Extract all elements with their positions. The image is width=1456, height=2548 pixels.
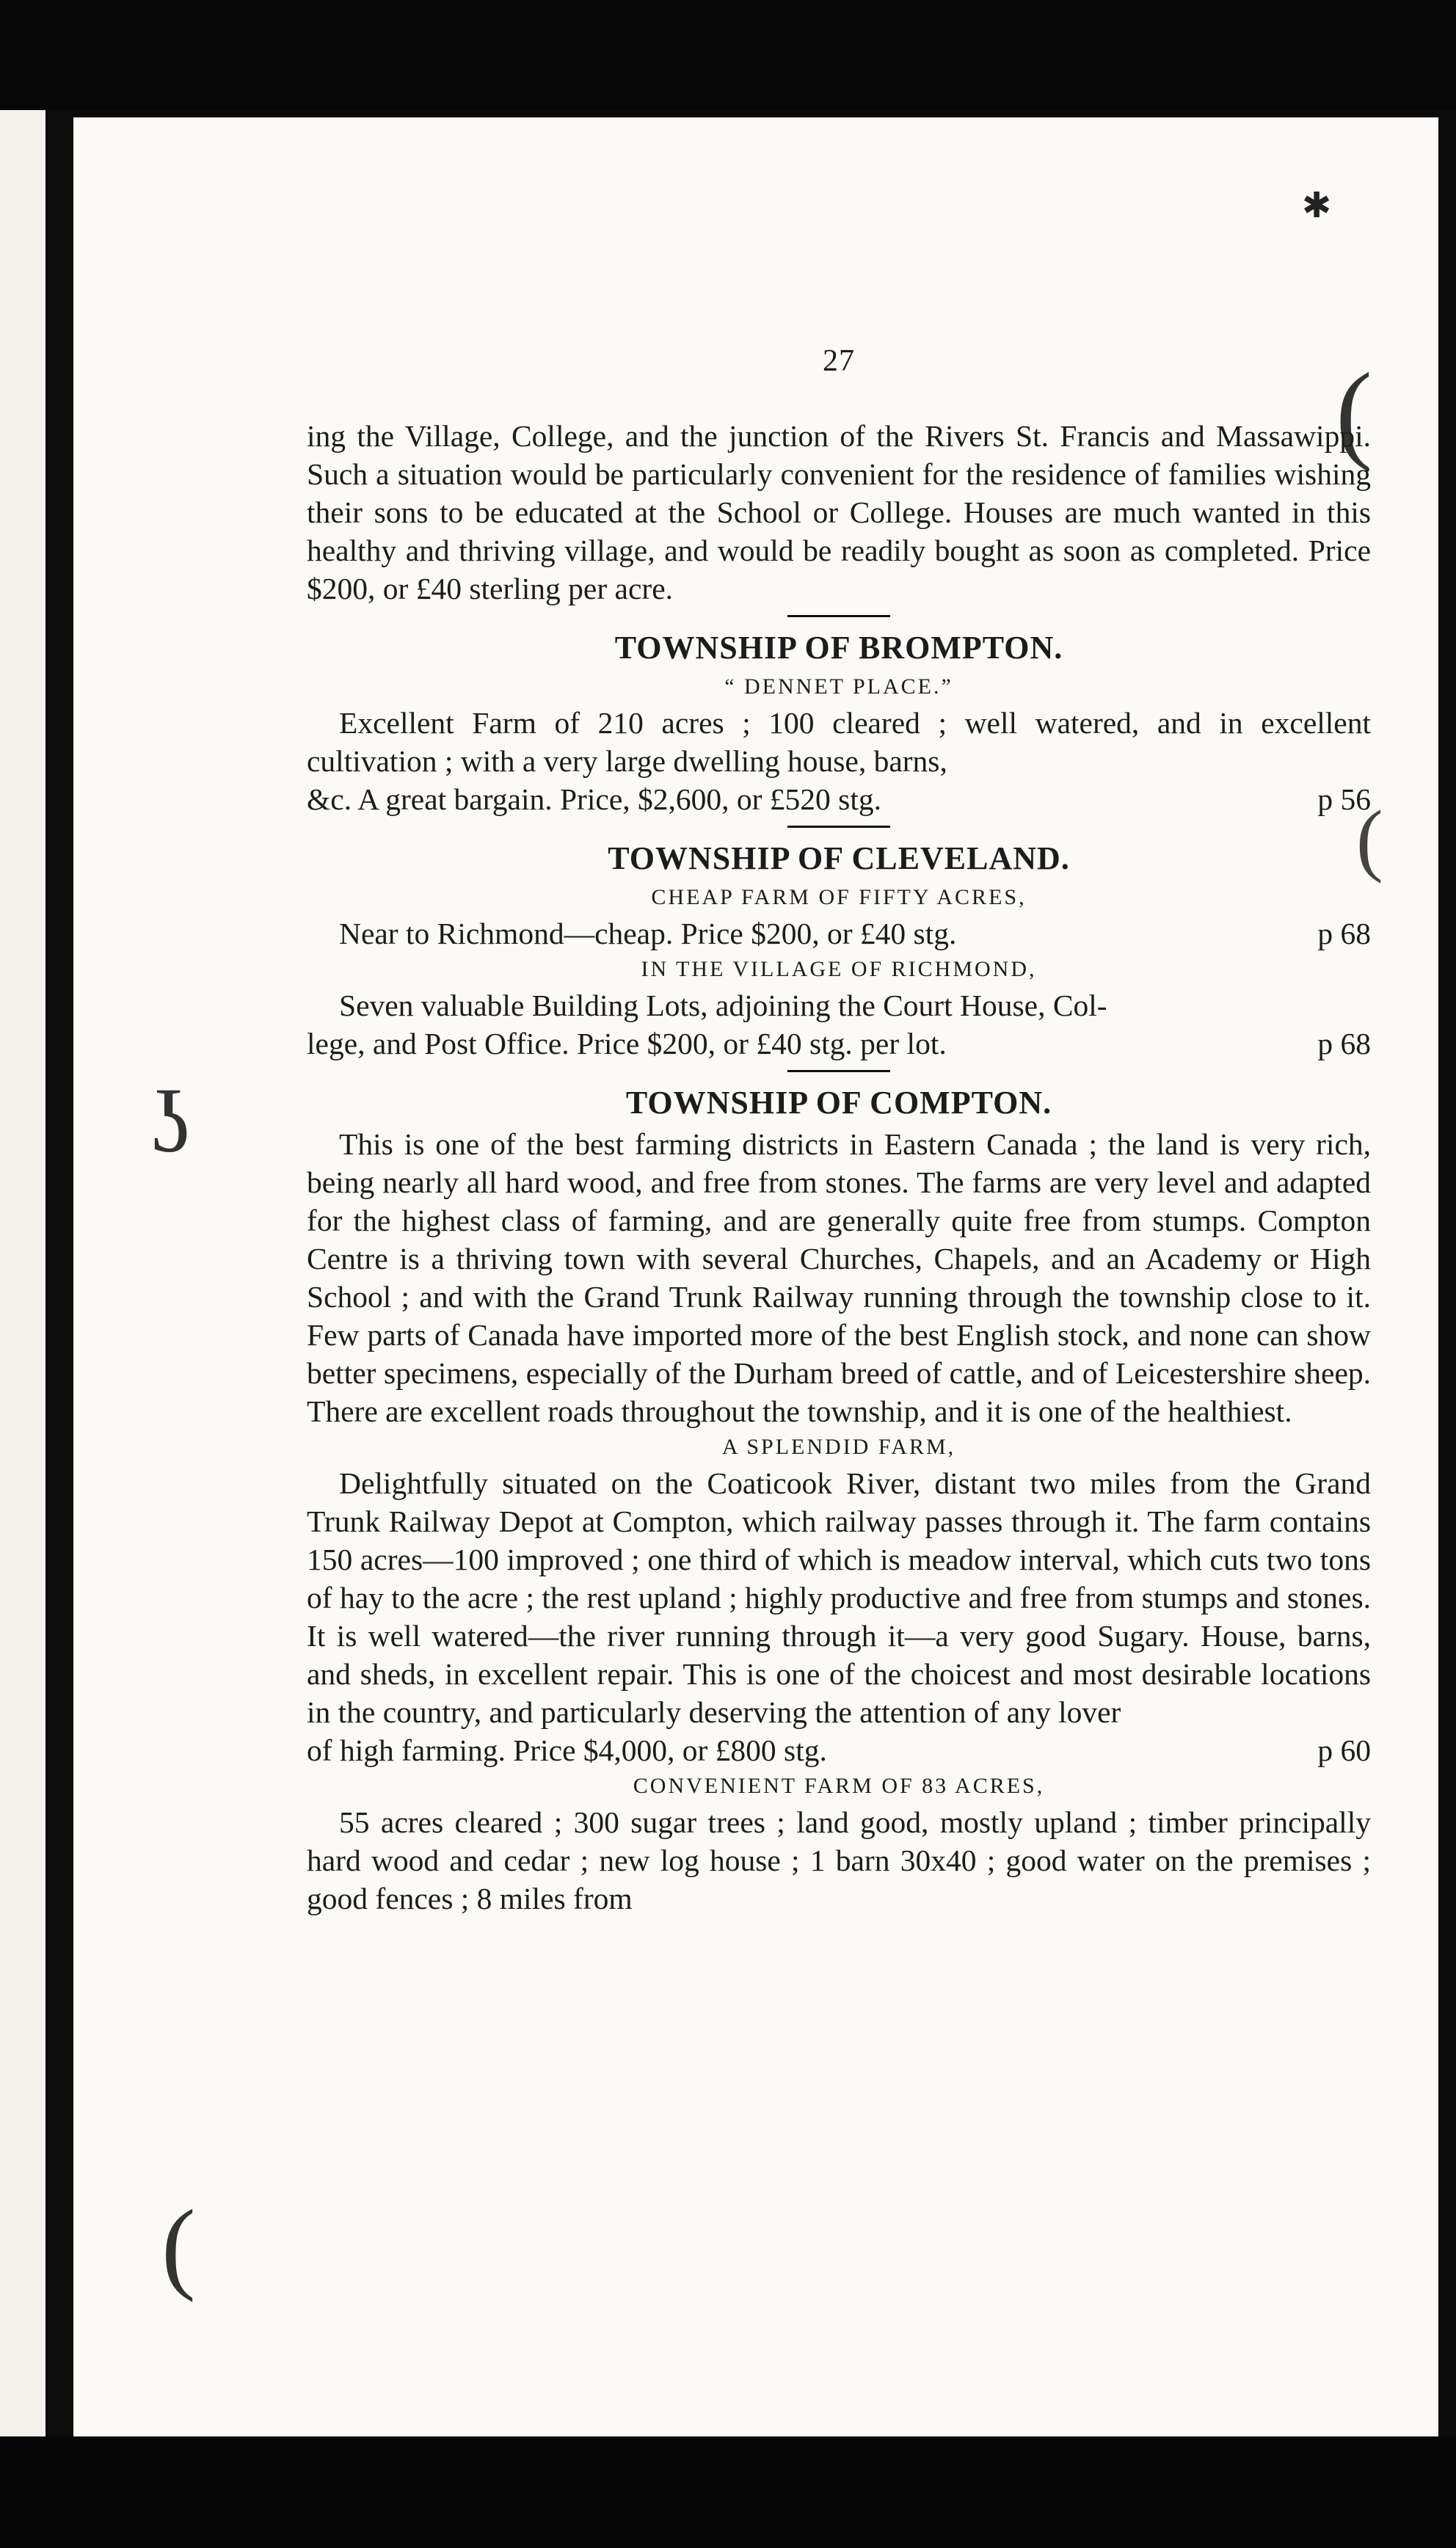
splendid-farm-last-line xyxy=(307,1731,1371,1769)
text-column xyxy=(307,343,1371,1918)
brompton-price: &c. A great bargain. Price, $2,600, or £520 stg. xyxy=(307,782,881,816)
subheading-richmond: IN THE VILLAGE OF RICHMOND, xyxy=(641,957,1037,981)
brompton-last-line xyxy=(307,780,1371,818)
cleveland-lots-paragraph: Seven valuable Building Lots, adjoining the Court House, Col- xyxy=(339,989,1107,1022)
intro-paragraph: ing the Village, College, and the junction of the Rivers St. Francis and Massawippi. Such a situation would be particularly convenient for the residence of families wishing their sons to be educated at the School or College. Houses are much wanted in this healthy and thriving village, and would be readily bought as soon as completed. Price $200, or £40 sterling per acre. xyxy=(307,419,1371,605)
section-divider xyxy=(787,826,890,828)
ink-speck-mark: ✱ xyxy=(1302,186,1332,225)
page-reference: p 68 xyxy=(1317,917,1371,950)
subheading-dennet-place: “ DENNET PLACE.” xyxy=(724,674,953,699)
compton-paragraph: This is one of the best farming districts in Eastern Canada ; the land is very rich, being nearly all hard wood, and free from stones. The farms are very level and adapted for the highest class of farming, and are generally quite free from stumps. Compton Centre is a thriving town with several Churches, Chapels, and an Academy or High School ; and with the Grand Trunk Railway running through the township close to it. Few parts of Canada have imported more of the best English stock, and none can show better specimens, especially of the Durham breed of cattle, and of Leicestershire sheep. There are excellent roads throughout the township, and it is one of the healthiest. xyxy=(307,1127,1371,1428)
convenient-farm-paragraph: 55 acres cleared ; 300 sugar trees ; land good, mostly upland ; timber principally hard wood and cedar ; new log house ; 1 barn 30x40 ; good water on the premises ; good fences ; 8 miles from xyxy=(307,1805,1371,1915)
brompton-paragraph: Excellent Farm of 210 acres ; 100 cleared ; well watered, and in excellent cultivation ; with a very large dwelling house, barns, xyxy=(307,706,1371,778)
margin-bracket-mark: ( xyxy=(1336,351,1372,473)
margin-bracket-mark: ( xyxy=(1356,794,1383,884)
margin-bracket-mark: ( xyxy=(161,2189,196,2303)
subheading-cheap-farm: CHEAP FARM OF FIFTY ACRES, xyxy=(651,885,1027,909)
cleveland-line-1 xyxy=(307,914,1371,953)
scan-bottom-border xyxy=(0,2436,1456,2548)
page-reference: p 60 xyxy=(1317,1733,1371,1767)
heading-compton: TOWNSHIP OF COMPTON. xyxy=(625,1085,1052,1121)
section-divider xyxy=(787,1070,890,1072)
book-page xyxy=(73,117,1438,2436)
margin-squiggle-mark: ʖ xyxy=(150,1073,190,1171)
cleveland-last-line xyxy=(307,1024,1371,1063)
page-reference: p 56 xyxy=(1317,782,1371,816)
page-reference: p 68 xyxy=(1317,1027,1371,1060)
splendid-farm-paragraph: Delightfully situated on the Coaticook River, distant two miles from the Grand Trunk Railway Depot at Compton, which railway passes through it. The farm contains 150 acres—100 improved ; one third of which is meadow interval, which cuts two tons of hay to the acre ; the rest upland ; highly productive and free from stumps and stones. It is well watered—the river running through it—a very good Sugary. House, barns, and sheds, in excellent repair. This is one of the choicest and most desirable locations in the country, and particularly deserving the attention of any lover xyxy=(307,1466,1371,1729)
heading-brompton: TOWNSHIP OF BROMPTON. xyxy=(614,630,1063,666)
subheading-convenient-farm: CONVENIENT FARM OF 83 ACRES, xyxy=(633,1774,1045,1798)
book-gutter xyxy=(46,110,73,2548)
cleveland-lots-price: lege, and Post Office. Price $200, or £40 stg. per lot. xyxy=(307,1027,947,1060)
heading-cleveland: TOWNSHIP OF CLEVELAND. xyxy=(608,840,1070,876)
cleveland-farm-text: Near to Richmond—cheap. Price $200, or £40 stg. xyxy=(339,917,957,950)
subheading-splendid-farm: A SPLENDID FARM, xyxy=(721,1435,956,1459)
page-number: 27 xyxy=(823,344,855,378)
splendid-farm-price: of high farming. Price $4,000, or £800 stg. xyxy=(307,1733,827,1767)
scan-top-border xyxy=(0,0,1456,110)
section-divider xyxy=(787,615,890,617)
